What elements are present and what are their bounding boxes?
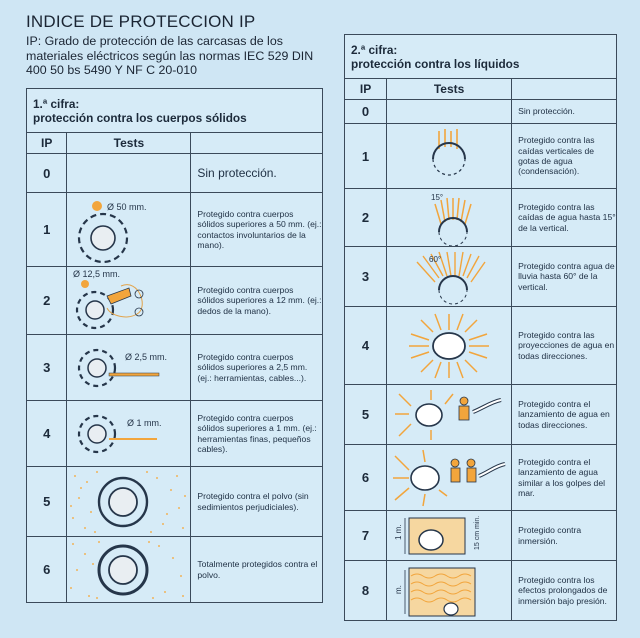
drops-15deg-illustration <box>387 190 511 246</box>
solids-desc: Protegido contra cuerpos sólidos superiores a 1 mm. (ej.: herramientas finas, pequeños cables). <box>191 401 323 467</box>
table-row <box>345 385 617 445</box>
liquids-desc: Protegido contra inmersión. <box>512 511 617 561</box>
table-row <box>345 445 617 511</box>
liquids-desc: Protegido contra las caídas de agua hasta 15° de la vertical. <box>512 189 617 247</box>
solids-desc: Protegido contra cuerpos sólidos superiores a 2,5 mm. (ej.: herramientas, cables...). <box>191 335 323 401</box>
solids-test-illustration <box>67 267 191 335</box>
liquids-desc: Protegido contra agua de lluvia hasta 60° de la vertical. <box>512 247 617 307</box>
dust-protected-illustration <box>67 468 190 536</box>
solids-test-illustration <box>67 154 191 193</box>
solids-desc: Sin protección. <box>191 154 323 193</box>
liquids-test-illustration <box>387 385 512 445</box>
table-row <box>27 537 323 603</box>
liquids-ip: 5 <box>345 385 387 445</box>
liquids-ip: 2 <box>345 189 387 247</box>
table-row <box>345 247 617 307</box>
wire-1mm-illustration <box>67 402 190 466</box>
table-row <box>345 124 617 189</box>
solids-ip: 1 <box>27 193 67 267</box>
vertical-drops-illustration <box>387 125 511 188</box>
table-row <box>27 335 323 401</box>
liquids-ip: 7 <box>345 511 387 561</box>
probe-50mm-illustration <box>67 194 190 266</box>
liquids-header-line1: 2.ª cifra: <box>351 42 398 57</box>
table-row <box>27 154 323 193</box>
table-row <box>345 189 617 247</box>
solids-test-illustration <box>67 537 191 603</box>
table-row <box>27 467 323 537</box>
table-row <box>27 401 323 467</box>
liquids-test-illustration <box>387 511 512 561</box>
solids-ip: 6 <box>27 537 67 603</box>
page-subtitle: IP: Grado de protección de las carcasas de los materiales eléctricos según las normas IEC 529 DIN 400 50 bs 5490 Y NF C 20-010 <box>26 34 314 77</box>
solids-col-desc <box>191 133 323 154</box>
liquids-test-illustration <box>387 445 512 511</box>
table-row <box>345 307 617 385</box>
angle-label: 15° <box>431 192 444 202</box>
table-row <box>345 511 617 561</box>
solids-test-illustration <box>67 193 191 267</box>
liquids-ip: 6 <box>345 445 387 511</box>
liquids-ip: 4 <box>345 307 387 385</box>
liquids-desc: Protegido contra el lanzamiento de agua en todas direcciones. <box>512 385 617 445</box>
table-row <box>345 561 617 621</box>
liquids-col-desc <box>512 79 617 100</box>
liquids-desc: Protegido contra los efectos prolongados de inmersión bajo presión. <box>512 561 617 621</box>
page-title: INDICE DE PROTECCION IP <box>26 12 256 31</box>
table-row <box>27 267 323 335</box>
liquids-header-line2: protección contra los líquidos <box>351 56 520 71</box>
solids-desc: Totalmente protegidos contra el polvo. <box>191 537 323 603</box>
liquids-ip: 8 <box>345 561 387 621</box>
liquids-test-illustration <box>387 561 512 621</box>
probe-diameter-label: Ø 2,5 mm. <box>125 351 168 362</box>
liquids-desc: Protegido contra el lanzamiento de agua similar a los golpes del mar. <box>512 445 617 511</box>
probe-diameter-label: Ø 12,5 mm. <box>73 268 121 279</box>
water-jets-illustration <box>387 386 511 444</box>
liquids-col-tests: Tests <box>387 79 512 100</box>
immersion-illustration <box>387 512 511 560</box>
heavy-seas-illustration <box>387 446 511 510</box>
solids-desc: Protegido contra el polvo (sin sedimientos perjudiciales). <box>191 467 323 537</box>
liquids-test-illustration <box>387 307 512 385</box>
table-row <box>345 100 617 124</box>
liquids-test-illustration <box>387 189 512 247</box>
prolonged-immersion-illustration <box>387 562 511 620</box>
liquids-test-illustration <box>387 247 512 307</box>
liquids-table <box>344 34 617 621</box>
solids-test-illustration <box>67 335 191 401</box>
liquids-test-illustration <box>387 124 512 189</box>
liquids-ip: 0 <box>345 100 387 124</box>
depth-label: 1 m. <box>394 523 404 540</box>
solids-test-illustration <box>67 467 191 537</box>
solids-ip: 4 <box>27 401 67 467</box>
solids-desc: Protegido contra cuerpos sólidos superiores a 12 mm. (ej.: dedos de la mano). <box>191 267 323 335</box>
dust-tight-illustration <box>67 538 190 602</box>
probe-diameter-label: Ø 1 mm. <box>127 417 162 428</box>
solids-header-line2: protección contra los cuerpos sólidos <box>33 110 247 125</box>
liquids-test-illustration <box>387 100 512 124</box>
solids-ip: 5 <box>27 467 67 537</box>
liquids-desc: Protegido contra las proyecciones de agua en todas direcciones. <box>512 307 617 385</box>
solids-table <box>26 88 323 603</box>
min-depth-label: 15 cm min. <box>474 515 482 550</box>
finger-probe-illustration <box>67 268 190 334</box>
liquids-desc: Sin protección. <box>512 100 617 124</box>
liquids-col-ip: IP <box>345 79 387 100</box>
solids-table-header <box>27 89 323 133</box>
liquids-desc: Protegido contra las caídas verticales de gotas de agua (condensación). <box>512 124 617 189</box>
liquids-table-header <box>345 35 617 79</box>
table-row <box>27 193 323 267</box>
solids-desc: Protegido contra cuerpos sólidos superiores a 50 mm. (ej.: contactos involuntarios de la mano). <box>191 193 323 267</box>
solids-ip: 0 <box>27 154 67 193</box>
liquids-ip: 1 <box>345 124 387 189</box>
solids-test-illustration <box>67 401 191 467</box>
solids-ip: 2 <box>27 267 67 335</box>
wire-2-5mm-illustration <box>67 336 190 400</box>
probe-diameter-label: Ø 50 mm. <box>107 201 147 212</box>
solids-col-ip: IP <box>27 133 67 154</box>
angle-label: 60° <box>429 254 442 264</box>
solids-col-tests: Tests <box>67 133 191 154</box>
splash-all-directions-illustration <box>387 308 511 384</box>
solids-ip: 3 <box>27 335 67 401</box>
rain-60deg-illustration <box>387 248 511 306</box>
liquids-ip: 3 <box>345 247 387 307</box>
solids-header-line1: 1.ª cifra: <box>33 96 80 111</box>
depth-label: m. <box>394 584 404 594</box>
